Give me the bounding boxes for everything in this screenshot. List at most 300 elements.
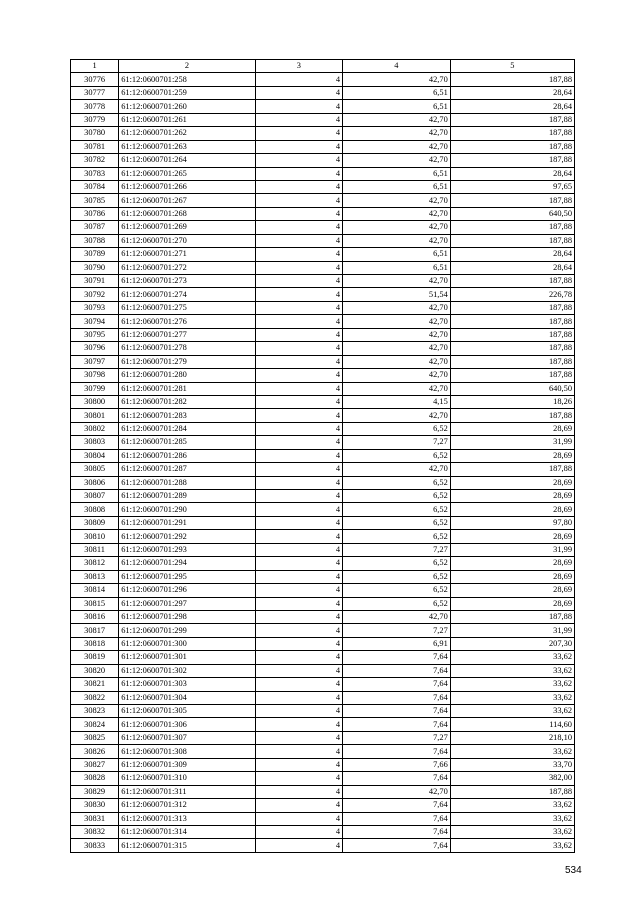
table-cell-col-2: 61:12:0600701:265 bbox=[119, 167, 256, 180]
table-cell-col-3: 4 bbox=[255, 113, 342, 126]
table-cell-col-3: 4 bbox=[255, 261, 342, 274]
table-cell-col-1: 30781 bbox=[71, 140, 119, 153]
table-cell-col-1: 30800 bbox=[71, 395, 119, 408]
table-cell-col-1: 30813 bbox=[71, 570, 119, 583]
table-cell-col-3: 4 bbox=[255, 154, 342, 167]
table-cell-col-3: 4 bbox=[255, 207, 342, 220]
table-cell-col-3: 4 bbox=[255, 342, 342, 355]
table-row bbox=[71, 597, 575, 610]
table-cell-col-3: 4 bbox=[255, 516, 342, 529]
table-cell-col-1: 30807 bbox=[71, 490, 119, 503]
table-cell-col-3: 4 bbox=[255, 395, 342, 408]
table-row bbox=[71, 718, 575, 731]
table-cell-col-4: 7,64 bbox=[343, 812, 451, 825]
table-cell-col-3: 4 bbox=[255, 73, 342, 86]
table-cell-col-5: 33,62 bbox=[450, 825, 574, 838]
table-cell-col-2: 61:12:0600701:291 bbox=[119, 516, 256, 529]
table-cell-col-5: 382,00 bbox=[450, 772, 574, 785]
table-row bbox=[71, 637, 575, 650]
table-cell-col-4: 7,27 bbox=[343, 543, 451, 556]
table-cell-col-3: 4 bbox=[255, 86, 342, 99]
table-cell-col-3: 4 bbox=[255, 288, 342, 301]
table-cell-col-1: 30824 bbox=[71, 718, 119, 731]
table-cell-col-5: 28,64 bbox=[450, 261, 574, 274]
table-cell-col-5: 28,64 bbox=[450, 86, 574, 99]
table-cell-col-3: 4 bbox=[255, 664, 342, 677]
table-cell-col-1: 30804 bbox=[71, 449, 119, 462]
column-header-1: 1 bbox=[71, 60, 119, 73]
table-cell-col-5: 28,69 bbox=[450, 530, 574, 543]
table-cell-col-3: 4 bbox=[255, 758, 342, 771]
table-cell-col-2: 61:12:0600701:272 bbox=[119, 261, 256, 274]
table-cell-col-2: 61:12:0600701:309 bbox=[119, 758, 256, 771]
table-row bbox=[71, 288, 575, 301]
column-header-3: 3 bbox=[255, 60, 342, 73]
table-cell-col-1: 30779 bbox=[71, 113, 119, 126]
table-cell-col-4: 42,70 bbox=[343, 342, 451, 355]
table-row bbox=[71, 100, 575, 113]
table-cell-col-5: 97,80 bbox=[450, 516, 574, 529]
table-cell-col-3: 4 bbox=[255, 799, 342, 812]
table-cell-col-4: 7,66 bbox=[343, 758, 451, 771]
column-header-2: 2 bbox=[119, 60, 256, 73]
table-row bbox=[71, 678, 575, 691]
table-cell-col-3: 4 bbox=[255, 382, 342, 395]
table-cell-col-4: 42,70 bbox=[343, 194, 451, 207]
table-row bbox=[71, 342, 575, 355]
table-row bbox=[71, 328, 575, 341]
table-row bbox=[71, 691, 575, 704]
table-cell-col-4: 7,64 bbox=[343, 678, 451, 691]
table-cell-col-2: 61:12:0600701:302 bbox=[119, 664, 256, 677]
table-cell-col-4: 42,70 bbox=[343, 409, 451, 422]
table-cell-col-5: 640,50 bbox=[450, 207, 574, 220]
table-cell-col-5: 28,69 bbox=[450, 597, 574, 610]
table-cell-col-2: 61:12:0600701:293 bbox=[119, 543, 256, 556]
table-cell-col-5: 28,69 bbox=[450, 503, 574, 516]
table-cell-col-5: 28,69 bbox=[450, 422, 574, 435]
table-row bbox=[71, 113, 575, 126]
table-cell-col-5: 187,88 bbox=[450, 610, 574, 623]
table-cell-col-4: 42,70 bbox=[343, 275, 451, 288]
table-cell-col-2: 61:12:0600701:315 bbox=[119, 839, 256, 852]
table-cell-col-2: 61:12:0600701:294 bbox=[119, 557, 256, 570]
table-cell-col-2: 61:12:0600701:281 bbox=[119, 382, 256, 395]
table-cell-col-4: 7,27 bbox=[343, 731, 451, 744]
table-row bbox=[71, 73, 575, 86]
table-cell-col-2: 61:12:0600701:286 bbox=[119, 449, 256, 462]
table-cell-col-1: 30793 bbox=[71, 301, 119, 314]
table-cell-col-5: 33,62 bbox=[450, 705, 574, 718]
table-cell-col-5: 187,88 bbox=[450, 463, 574, 476]
table-row bbox=[71, 839, 575, 852]
table-row bbox=[71, 301, 575, 314]
table-cell-col-1: 30782 bbox=[71, 154, 119, 167]
table-cell-col-3: 4 bbox=[255, 449, 342, 462]
table-cell-col-4: 6,52 bbox=[343, 584, 451, 597]
table-cell-col-1: 30809 bbox=[71, 516, 119, 529]
table-cell-col-1: 30789 bbox=[71, 248, 119, 261]
table-cell-col-5: 187,88 bbox=[450, 342, 574, 355]
table-cell-col-3: 4 bbox=[255, 705, 342, 718]
table-cell-col-5: 33,70 bbox=[450, 758, 574, 771]
table-cell-col-5: 187,88 bbox=[450, 328, 574, 341]
table-cell-col-3: 4 bbox=[255, 234, 342, 247]
table-row bbox=[71, 436, 575, 449]
table-cell-col-2: 61:12:0600701:263 bbox=[119, 140, 256, 153]
table-cell-col-2: 61:12:0600701:290 bbox=[119, 503, 256, 516]
table-cell-col-1: 30801 bbox=[71, 409, 119, 422]
table-row bbox=[71, 584, 575, 597]
table-cell-col-4: 42,70 bbox=[343, 328, 451, 341]
table-cell-col-4: 6,52 bbox=[343, 570, 451, 583]
table-cell-col-4: 42,70 bbox=[343, 154, 451, 167]
table-cell-col-3: 4 bbox=[255, 651, 342, 664]
table-row bbox=[71, 476, 575, 489]
table-cell-col-4: 42,70 bbox=[343, 207, 451, 220]
table-cell-col-4: 7,64 bbox=[343, 825, 451, 838]
table-cell-col-5: 28,69 bbox=[450, 449, 574, 462]
table-cell-col-4: 42,70 bbox=[343, 127, 451, 140]
table-cell-col-2: 61:12:0600701:261 bbox=[119, 113, 256, 126]
table-cell-col-4: 42,70 bbox=[343, 463, 451, 476]
table-cell-col-3: 4 bbox=[255, 718, 342, 731]
table-cell-col-4: 42,70 bbox=[343, 610, 451, 623]
table-cell-col-1: 30833 bbox=[71, 839, 119, 852]
table-cell-col-2: 61:12:0600701:270 bbox=[119, 234, 256, 247]
table-cell-col-5: 28,69 bbox=[450, 476, 574, 489]
table-cell-col-2: 61:12:0600701:271 bbox=[119, 248, 256, 261]
table-cell-col-5: 28,64 bbox=[450, 248, 574, 261]
table-row bbox=[71, 799, 575, 812]
table-row bbox=[71, 463, 575, 476]
table-cell-col-3: 4 bbox=[255, 825, 342, 838]
table-cell-col-4: 6,52 bbox=[343, 449, 451, 462]
table-cell-col-1: 30796 bbox=[71, 342, 119, 355]
table-row bbox=[71, 248, 575, 261]
table-cell-col-3: 4 bbox=[255, 167, 342, 180]
table-row bbox=[71, 758, 575, 771]
table-cell-col-2: 61:12:0600701:277 bbox=[119, 328, 256, 341]
table-row bbox=[71, 167, 575, 180]
table-cell-col-3: 4 bbox=[255, 140, 342, 153]
table-cell-col-5: 187,88 bbox=[450, 73, 574, 86]
table-row bbox=[71, 624, 575, 637]
table-cell-col-4: 42,70 bbox=[343, 785, 451, 798]
table-cell-col-4: 51,54 bbox=[343, 288, 451, 301]
table-cell-col-2: 61:12:0600701:287 bbox=[119, 463, 256, 476]
table-cell-col-1: 30811 bbox=[71, 543, 119, 556]
table-cell-col-5: 97,65 bbox=[450, 180, 574, 193]
table-cell-col-3: 4 bbox=[255, 610, 342, 623]
table-cell-col-2: 61:12:0600701:282 bbox=[119, 395, 256, 408]
table-row bbox=[71, 745, 575, 758]
table-cell-col-3: 4 bbox=[255, 328, 342, 341]
table-cell-col-1: 30785 bbox=[71, 194, 119, 207]
table-cell-col-2: 61:12:0600701:280 bbox=[119, 369, 256, 382]
table-cell-col-1: 30814 bbox=[71, 584, 119, 597]
table-cell-col-5: 187,88 bbox=[450, 409, 574, 422]
table-row bbox=[71, 315, 575, 328]
table-cell-col-3: 4 bbox=[255, 772, 342, 785]
table-cell-col-3: 4 bbox=[255, 422, 342, 435]
table-cell-col-5: 33,62 bbox=[450, 664, 574, 677]
table-cell-col-3: 4 bbox=[255, 248, 342, 261]
table-cell-col-1: 30794 bbox=[71, 315, 119, 328]
table-cell-col-1: 30830 bbox=[71, 799, 119, 812]
table-cell-col-2: 61:12:0600701:284 bbox=[119, 422, 256, 435]
table-cell-col-1: 30832 bbox=[71, 825, 119, 838]
table-cell-col-5: 187,88 bbox=[450, 369, 574, 382]
table-cell-col-1: 30802 bbox=[71, 422, 119, 435]
table-cell-col-2: 61:12:0600701:288 bbox=[119, 476, 256, 489]
table-cell-col-5: 33,62 bbox=[450, 678, 574, 691]
table-cell-col-5: 28,69 bbox=[450, 570, 574, 583]
table-cell-col-4: 42,70 bbox=[343, 301, 451, 314]
table-cell-col-3: 4 bbox=[255, 463, 342, 476]
table-cell-col-1: 30828 bbox=[71, 772, 119, 785]
table-cell-col-5: 28,64 bbox=[450, 167, 574, 180]
table-cell-col-1: 30825 bbox=[71, 731, 119, 744]
table-row bbox=[71, 516, 575, 529]
table-cell-col-3: 4 bbox=[255, 409, 342, 422]
table-cell-col-1: 30822 bbox=[71, 691, 119, 704]
table-row bbox=[71, 530, 575, 543]
table-cell-col-2: 61:12:0600701:269 bbox=[119, 221, 256, 234]
table-cell-col-1: 30799 bbox=[71, 382, 119, 395]
table-row bbox=[71, 140, 575, 153]
table-header bbox=[71, 60, 575, 73]
table-cell-col-2: 61:12:0600701:305 bbox=[119, 705, 256, 718]
table-cell-col-5: 33,62 bbox=[450, 812, 574, 825]
table-row bbox=[71, 785, 575, 798]
table-cell-col-4: 42,70 bbox=[343, 113, 451, 126]
table-cell-col-2: 61:12:0600701:273 bbox=[119, 275, 256, 288]
table-cell-col-5: 187,88 bbox=[450, 315, 574, 328]
table-cell-col-3: 4 bbox=[255, 557, 342, 570]
table-cell-col-5: 28,64 bbox=[450, 100, 574, 113]
table-cell-col-3: 4 bbox=[255, 731, 342, 744]
table-cell-col-1: 30798 bbox=[71, 369, 119, 382]
table-cell-col-5: 218,10 bbox=[450, 731, 574, 744]
table-cell-col-4: 7,64 bbox=[343, 651, 451, 664]
table-cell-col-5: 640,50 bbox=[450, 382, 574, 395]
table-cell-col-3: 4 bbox=[255, 490, 342, 503]
table-cell-col-3: 4 bbox=[255, 275, 342, 288]
table-cell-col-1: 30831 bbox=[71, 812, 119, 825]
table-cell-col-5: 33,62 bbox=[450, 651, 574, 664]
table-cell-col-3: 4 bbox=[255, 678, 342, 691]
table-cell-col-5: 18,26 bbox=[450, 395, 574, 408]
table-row bbox=[71, 154, 575, 167]
table-row bbox=[71, 261, 575, 274]
table-cell-col-4: 6,52 bbox=[343, 503, 451, 516]
table-cell-col-4: 42,70 bbox=[343, 355, 451, 368]
table-cell-col-5: 187,88 bbox=[450, 234, 574, 247]
table-row bbox=[71, 86, 575, 99]
table-cell-col-5: 33,62 bbox=[450, 745, 574, 758]
table-cell-col-5: 33,62 bbox=[450, 799, 574, 812]
table-cell-col-2: 61:12:0600701:264 bbox=[119, 154, 256, 167]
table-cell-col-5: 187,88 bbox=[450, 140, 574, 153]
table-cell-col-4: 6,51 bbox=[343, 248, 451, 261]
table-cell-col-1: 30820 bbox=[71, 664, 119, 677]
table-cell-col-2: 61:12:0600701:307 bbox=[119, 731, 256, 744]
table-cell-col-1: 30816 bbox=[71, 610, 119, 623]
table-cell-col-3: 4 bbox=[255, 691, 342, 704]
table-cell-col-2: 61:12:0600701:312 bbox=[119, 799, 256, 812]
data-table bbox=[70, 59, 575, 853]
column-header-5: 5 bbox=[450, 60, 574, 73]
table-cell-col-3: 4 bbox=[255, 597, 342, 610]
table-cell-col-4: 7,64 bbox=[343, 745, 451, 758]
table-cell-col-4: 7,64 bbox=[343, 772, 451, 785]
table-cell-col-2: 61:12:0600701:304 bbox=[119, 691, 256, 704]
table-cell-col-1: 30827 bbox=[71, 758, 119, 771]
table-row bbox=[71, 194, 575, 207]
table-cell-col-4: 6,52 bbox=[343, 530, 451, 543]
table-cell-col-4: 6,52 bbox=[343, 597, 451, 610]
table-cell-col-2: 61:12:0600701:308 bbox=[119, 745, 256, 758]
table-cell-col-3: 4 bbox=[255, 301, 342, 314]
table-cell-col-3: 4 bbox=[255, 476, 342, 489]
table-row bbox=[71, 570, 575, 583]
table-cell-col-1: 30776 bbox=[71, 73, 119, 86]
table-row bbox=[71, 651, 575, 664]
table-cell-col-1: 30795 bbox=[71, 328, 119, 341]
table-cell-col-1: 30803 bbox=[71, 436, 119, 449]
table-cell-col-2: 61:12:0600701:267 bbox=[119, 194, 256, 207]
table-row bbox=[71, 234, 575, 247]
table-cell-col-5: 187,88 bbox=[450, 113, 574, 126]
table-cell-col-1: 30808 bbox=[71, 503, 119, 516]
table-cell-col-4: 7,64 bbox=[343, 705, 451, 718]
table-row bbox=[71, 664, 575, 677]
table-cell-col-5: 207,30 bbox=[450, 637, 574, 650]
table-cell-col-5: 226,78 bbox=[450, 288, 574, 301]
table-cell-col-1: 30783 bbox=[71, 167, 119, 180]
table-cell-col-2: 61:12:0600701:301 bbox=[119, 651, 256, 664]
table-cell-col-3: 4 bbox=[255, 785, 342, 798]
table-row bbox=[71, 221, 575, 234]
table-row bbox=[71, 503, 575, 516]
table-row bbox=[71, 825, 575, 838]
table-cell-col-4: 7,27 bbox=[343, 624, 451, 637]
table-cell-col-2: 61:12:0600701:303 bbox=[119, 678, 256, 691]
table-cell-col-4: 42,70 bbox=[343, 234, 451, 247]
table-cell-col-2: 61:12:0600701:311 bbox=[119, 785, 256, 798]
table-cell-col-2: 61:12:0600701:276 bbox=[119, 315, 256, 328]
table-cell-col-4: 6,52 bbox=[343, 516, 451, 529]
table-cell-col-5: 28,69 bbox=[450, 557, 574, 570]
table-cell-col-4: 6,51 bbox=[343, 261, 451, 274]
table-row bbox=[71, 543, 575, 556]
table-row bbox=[71, 422, 575, 435]
table-cell-col-2: 61:12:0600701:289 bbox=[119, 490, 256, 503]
table-cell-col-2: 61:12:0600701:278 bbox=[119, 342, 256, 355]
table-cell-col-4: 6,51 bbox=[343, 86, 451, 99]
table-cell-col-5: 31,99 bbox=[450, 543, 574, 556]
table-cell-col-4: 42,70 bbox=[343, 140, 451, 153]
column-header-4: 4 bbox=[343, 60, 451, 73]
table-cell-col-2: 61:12:0600701:306 bbox=[119, 718, 256, 731]
table-cell-col-4: 6,51 bbox=[343, 100, 451, 113]
table-row bbox=[71, 557, 575, 570]
table-body bbox=[71, 73, 575, 852]
table-cell-col-5: 187,88 bbox=[450, 301, 574, 314]
table-row bbox=[71, 731, 575, 744]
table-cell-col-2: 61:12:0600701:298 bbox=[119, 610, 256, 623]
table-cell-col-5: 187,88 bbox=[450, 275, 574, 288]
table-cell-col-5: 31,99 bbox=[450, 624, 574, 637]
table-row bbox=[71, 409, 575, 422]
table-cell-col-4: 6,52 bbox=[343, 557, 451, 570]
table-cell-col-2: 61:12:0600701:310 bbox=[119, 772, 256, 785]
table-row bbox=[71, 355, 575, 368]
table-cell-col-3: 4 bbox=[255, 745, 342, 758]
table-cell-col-1: 30777 bbox=[71, 86, 119, 99]
table-row bbox=[71, 180, 575, 193]
table-cell-col-1: 30806 bbox=[71, 476, 119, 489]
page-number: 534 bbox=[565, 865, 582, 876]
table-cell-col-3: 4 bbox=[255, 436, 342, 449]
table-cell-col-3: 4 bbox=[255, 812, 342, 825]
table-cell-col-3: 4 bbox=[255, 637, 342, 650]
table-cell-col-1: 30829 bbox=[71, 785, 119, 798]
table-cell-col-1: 30790 bbox=[71, 261, 119, 274]
table-cell-col-2: 61:12:0600701:283 bbox=[119, 409, 256, 422]
table-cell-col-2: 61:12:0600701:266 bbox=[119, 180, 256, 193]
table-cell-col-5: 33,62 bbox=[450, 691, 574, 704]
table-cell-col-5: 33,62 bbox=[450, 839, 574, 852]
table-row bbox=[71, 449, 575, 462]
table-cell-col-4: 42,70 bbox=[343, 369, 451, 382]
table-cell-col-4: 7,64 bbox=[343, 839, 451, 852]
table-cell-col-5: 187,88 bbox=[450, 785, 574, 798]
table-cell-col-4: 6,52 bbox=[343, 476, 451, 489]
table-cell-col-4: 42,70 bbox=[343, 221, 451, 234]
table-cell-col-4: 4,15 bbox=[343, 395, 451, 408]
table-cell-col-2: 61:12:0600701:295 bbox=[119, 570, 256, 583]
table-cell-col-1: 30817 bbox=[71, 624, 119, 637]
table-row bbox=[71, 490, 575, 503]
table-cell-col-4: 6,52 bbox=[343, 490, 451, 503]
table-cell-col-4: 7,27 bbox=[343, 436, 451, 449]
table-cell-col-1: 30821 bbox=[71, 678, 119, 691]
table-cell-col-3: 4 bbox=[255, 315, 342, 328]
table-cell-col-1: 30784 bbox=[71, 180, 119, 193]
table-cell-col-4: 42,70 bbox=[343, 315, 451, 328]
table-cell-col-4: 7,64 bbox=[343, 691, 451, 704]
table-cell-col-1: 30812 bbox=[71, 557, 119, 570]
table-cell-col-3: 4 bbox=[255, 543, 342, 556]
table-cell-col-1: 30815 bbox=[71, 597, 119, 610]
table-cell-col-3: 4 bbox=[255, 584, 342, 597]
table-cell-col-2: 61:12:0600701:258 bbox=[119, 73, 256, 86]
table-cell-col-2: 61:12:0600701:314 bbox=[119, 825, 256, 838]
table-cell-col-5: 114,60 bbox=[450, 718, 574, 731]
table-cell-col-5: 28,69 bbox=[450, 584, 574, 597]
table-row bbox=[71, 395, 575, 408]
table-cell-col-2: 61:12:0600701:259 bbox=[119, 86, 256, 99]
table-cell-col-5: 31,99 bbox=[450, 436, 574, 449]
table-cell-col-2: 61:12:0600701:313 bbox=[119, 812, 256, 825]
table-cell-col-2: 61:12:0600701:260 bbox=[119, 100, 256, 113]
table-cell-col-4: 7,64 bbox=[343, 799, 451, 812]
table-cell-col-1: 30819 bbox=[71, 651, 119, 664]
table-cell-col-1: 30826 bbox=[71, 745, 119, 758]
table-cell-col-3: 4 bbox=[255, 100, 342, 113]
